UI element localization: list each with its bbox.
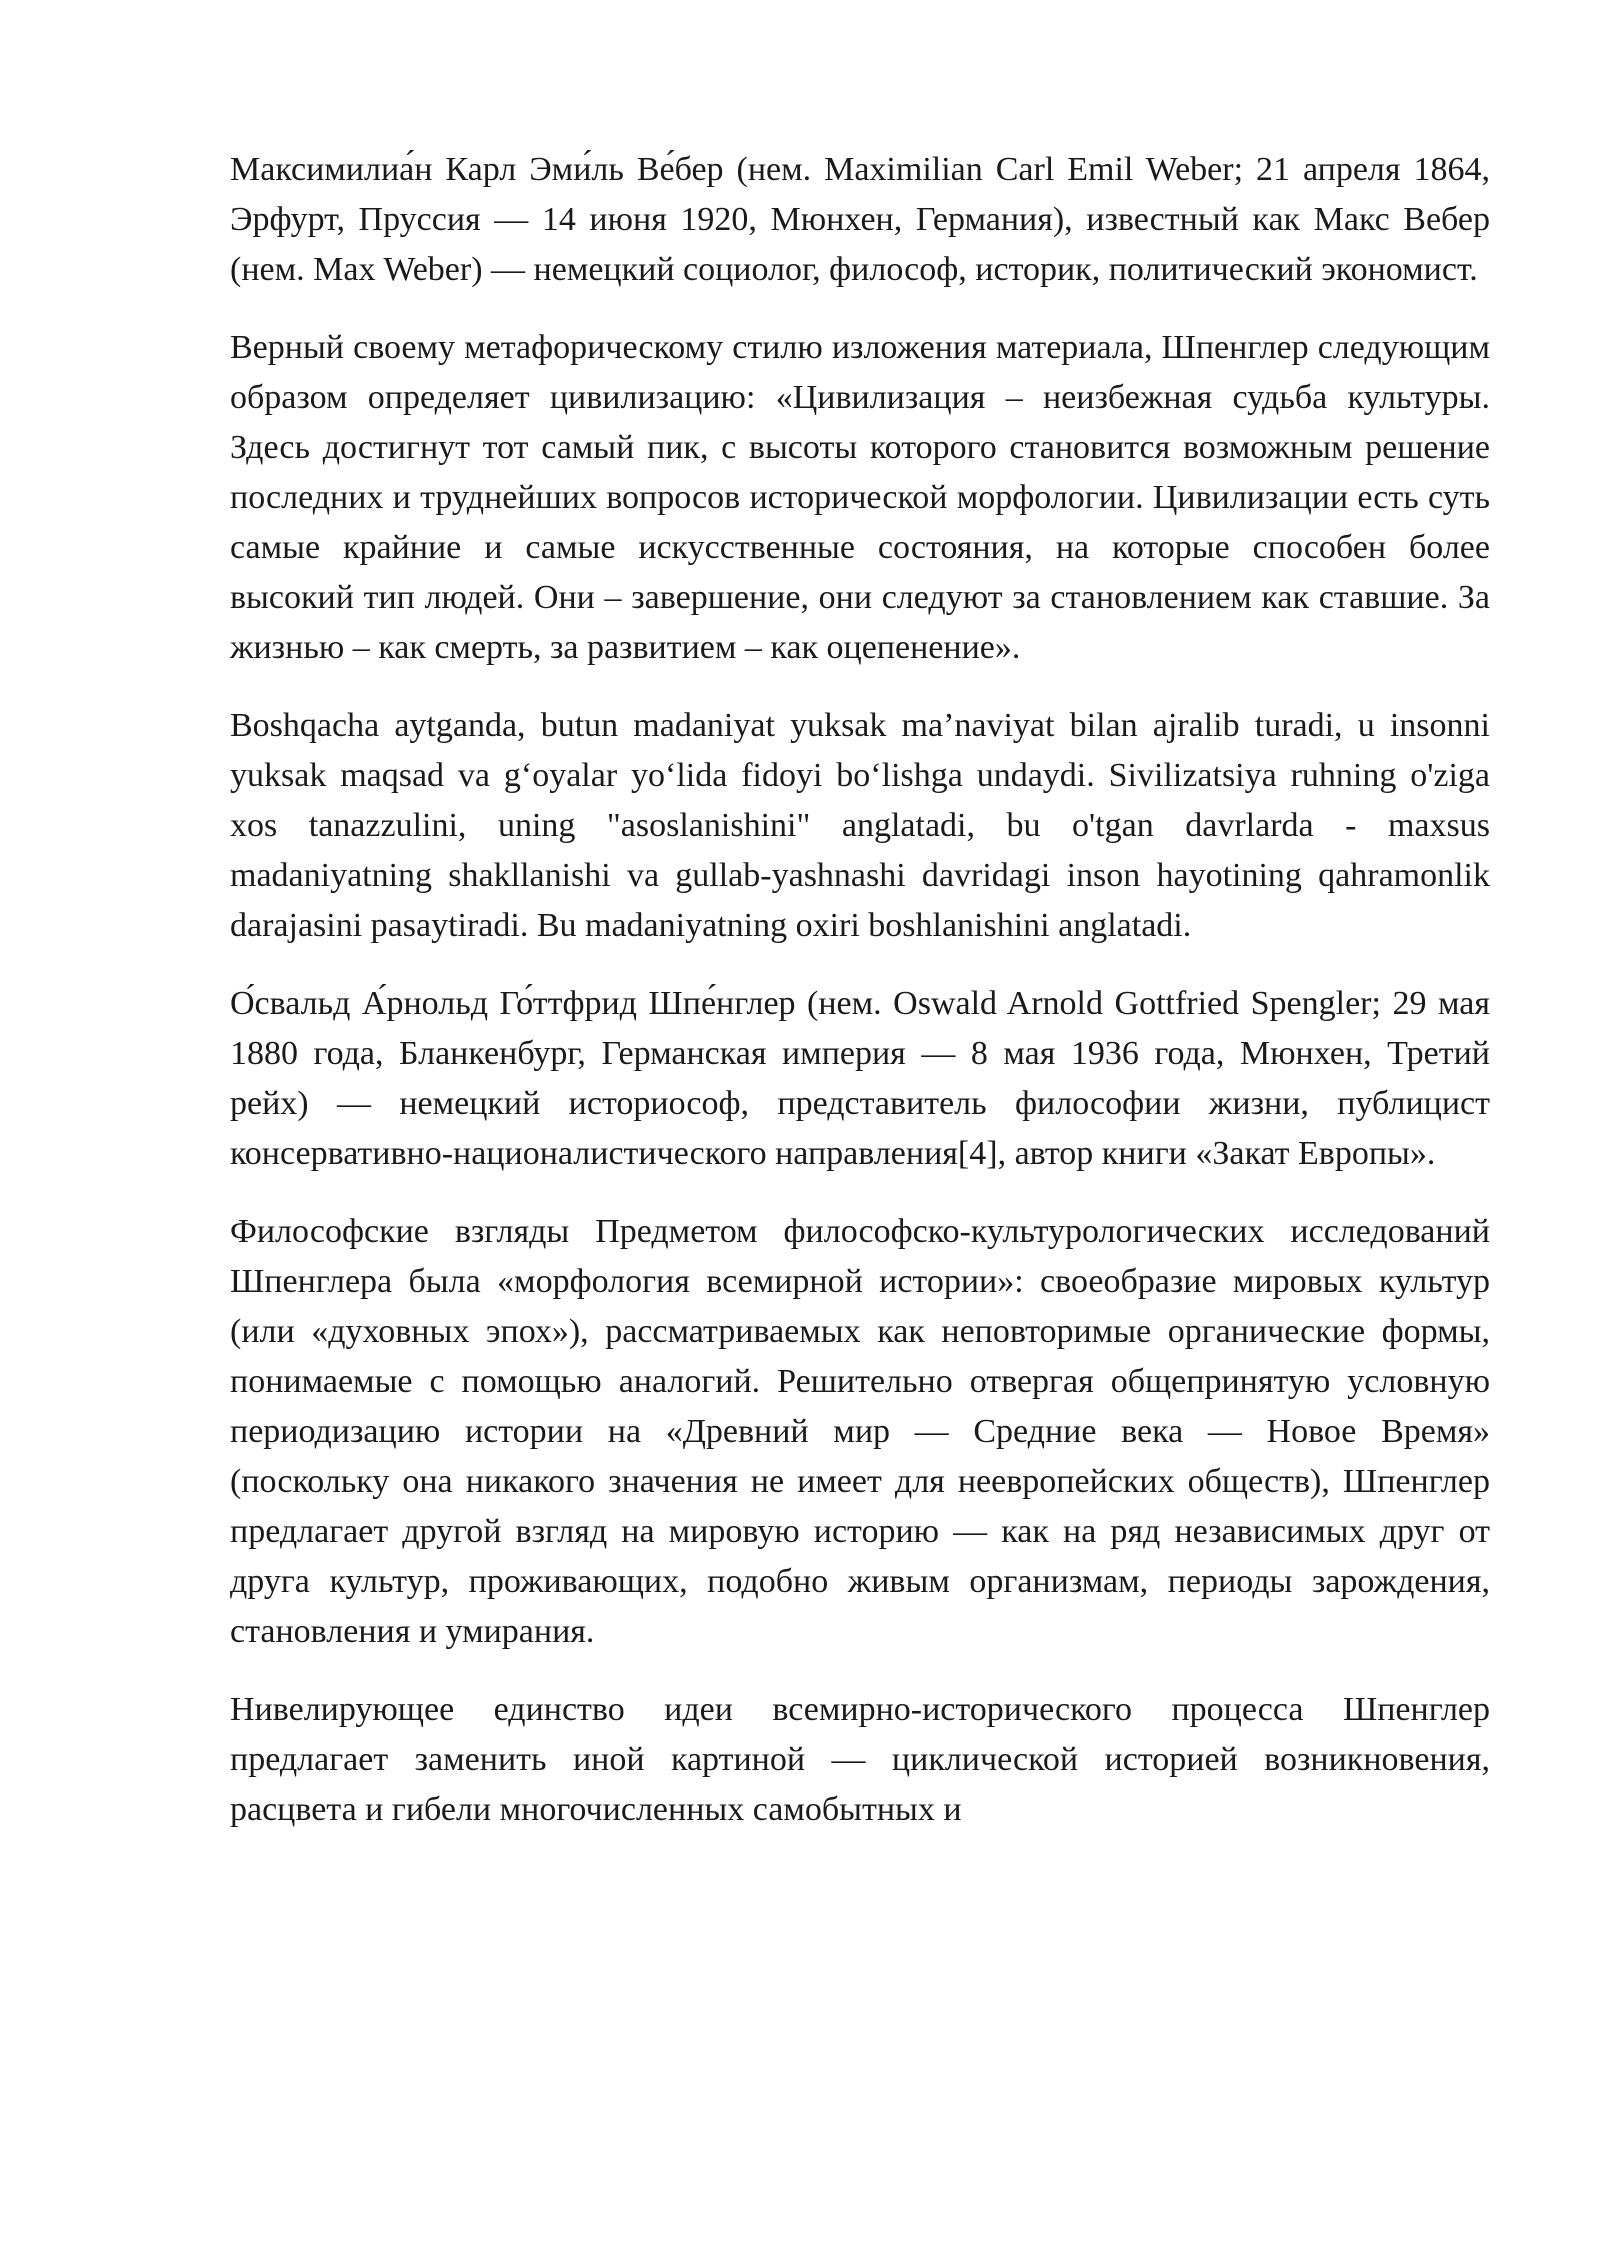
paragraph-philosophical-views: Философские взгляды Предметом философско-культурологических исследований Шпенглера была «морфология всемирной истории»: своеобразие мировых культур (или «духовных эпох»), рассматриваемых как неповторимые органические формы, понимаемые с помощью аналогий. Решительно отвергая общепринятую условную периодизацию истории на «Древний мир — Средние века — Новое Время» (поскольку она никакого значения не имеет для неевропейских обществ), Шпенглер предлагает другой взгляд на мировую историю — как на ряд независимых друг от друга культур, проживающих, подобно живым организмам, периоды зарождения, становления и умирания. — [230, 1213, 1490, 1650]
document-page — [230, 145, 1490, 1835]
paragraph-weber-intro: Максимилиа́н Карл Эми́ль Ве́бер (нем. Maximilian Carl Emil Weber; 21 апреля 1864, Эрфурт, Пруссия — 14 июня 1920, Мюнхен, Германия), известный как Макс Вебер (нем. Max Weber) — немецкий социолог, философ, историк, политический экономист. — [230, 151, 1490, 288]
paragraph-uzbek-text: Boshqacha aytganda, butun madaniyat yuksak ma’naviyat bilan ajralib turadi, u insonni yuksak maqsad va g‘oyalar yo‘lida fidoyi bo‘lishga undaydi. Sivilizatsiya ruhning o'ziga xos tanazzulini, uning "asoslanishini" anglatadi, bu o'tgan davrlarda - maxsus madaniyatning shakllanishi va gullab-yashnashi davridagi inson hayotining qahramonlik darajasini pasaytiradi. Bu madaniyatning oxiri boshlanishini anglatadi. — [230, 707, 1490, 944]
paragraph-cyclical-history: Нивелирующее единство идеи всемирно-исторического процесса Шпенглер предлагает заменить иной картиной — циклической историей возникновения, расцвета и гибели многочисленных самобытных и — [230, 1691, 1490, 1828]
paragraph-spengler-bio: О́свальд А́рнольд Го́ттфрид Шпе́нглер (нем. Oswald Arnold Gottfried Spengler; 29 мая 1880 года, Бланкенбург, Германская империя — 8 мая 1936 года, Мюнхен, Третий рейх) — немецкий историософ, представитель философии жизни, публицист консервативно-националистического направления[4], автор книги «Закат Европы». — [230, 985, 1490, 1172]
paragraph-civilization-definition: Верный своему метафорическому стилю изложения материала, Шпенглер следующим образом определяет цивилизацию: «Цивилизация – неизбежная судьба культуры. Здесь достигнут тот самый пик, с высоты которого становится возможным решение последних и труднейших вопросов исторической морфологии. Цивилизации есть суть самые крайние и самые искусственные состояния, на которые способен более высокий тип людей. Они – завершение, они следуют за становлением как ставшие. За жизнью – как смерть, за развитием – как оцепенение». — [230, 329, 1490, 666]
